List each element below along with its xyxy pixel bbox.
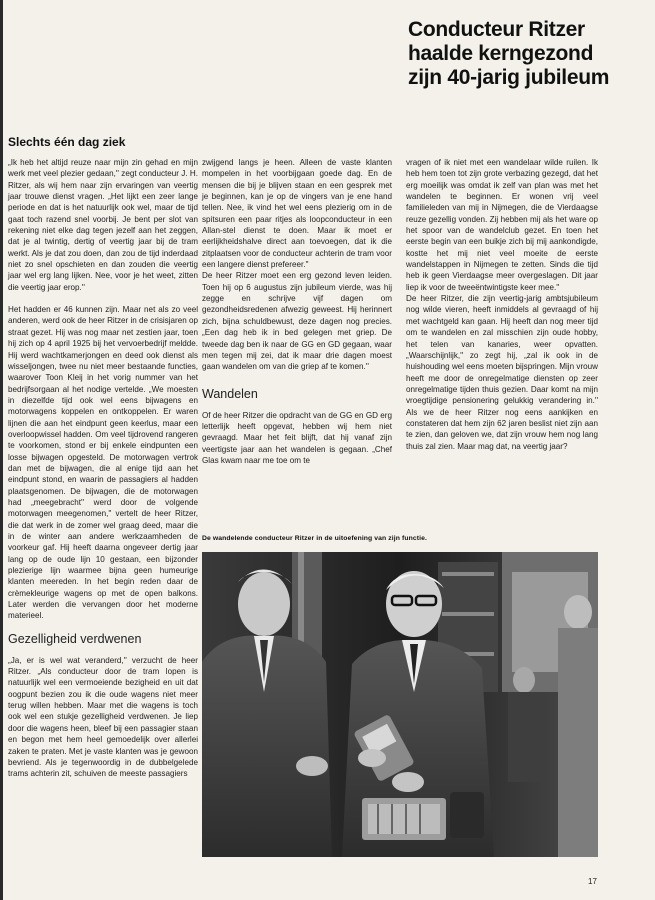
- paragraph: vragen of ik niet met een wandelaar wilde ruilen. Ik heb hem toen tot zijn grote verbazing gezegd, dat het erg moeilijk was omdat ik zelf van plan was met het wandelen te beginnen. Er wonen vrij veel familieleden van mij in Nijmegen, die de Vierdaagse reuze gezellig vonden. Zij hebben mij als het ware op het spoor van de wandelclub gezet. En toen het eerste begin van een buikje zich bij mij aankondigde, kostte het mij niet veel moeite de eerste wandelstappen in Nijmegen te zetten. Sinds die tijd heb ik geen Vierdaagse meer overgeslagen. Dit jaar liep ik voor de tweeëntwintigste keer mee.'': [406, 158, 598, 292]
- paragraph: De heer Ritzer moet een erg gezond leven leiden. Toen hij op 6 augustus zijn jubileum vierde, was hij zegge en schrijve vijf dagen om gezondheidsredenen afwezig geweest. Hij herinnert zich, bijna schuldbewust, deze dagen nog precies. „Een dag heb ik in bed gelegen met griep. De tweede dag ben ik naar de GG en GD gegaan, waar men tegen mij zei, dat ik maar drie dagen moest gaan wandelen om van die griep af te komen.'': [202, 271, 392, 372]
- paragraph: Het hadden er 46 kunnen zijn. Maar net als zo veel anderen, werd ook de heer Ritzer in de crisisjaren op straat gezet. Hij was nog maar net zestien jaar, toen hij zich op 4 april 1925 bij het vervoerbedrijf meldde. Hij werd wachtkamerjongen en deed ook dienst als wisseljongen, twee nu niet meer bestaande functies, waarover Toon Kleij in het vorig nummer van het bedrijfsorgaan al het nodige vertelde. „We moesten in diezelfde tijd ook wel eens bijwagens en motorwagens koppelen en ontkoppelen. Er waren lijnen die aan het eindpunt geen keerlus, maar een overloopwissel hadden. Om veel tijdrovend rangeren te voorkomen, stond er bij enkele eindpunten een losse bijwagen opgesteld. De motorwagen vertrok dan met de bijwagen, die al enige tijd aan het eindpunt stond, en waarin de passagiers al hadden plaatsgenomen. De bijwagen, die de motorwagen had „meegebracht'' werd door de volgende motorwagen meegenomen,'' vertelt de heer Ritzer, die dat werk in de zomer wel graag deed, maar die in de winter aan andere werkzaamheden de voorkeur gaf. Hij heeft daarna ongeveer dertig jaar lang op de oude lijn 10 gestaan, een bijzonder plezierige lijn waarmee bijna geen humeurige klanten meereden. In het begin reden daar de crèmekleurige wagens op met de open balkons. Later werden die vervangen door het moderne materieel.: [8, 305, 198, 621]
- article-headline: [408, 18, 648, 90]
- paragraph: „Ik heb het altijd reuze naar mijn zin gehad en mijn werk met veel plezier gedaan,'' zegt conducteur J. H. Ritzer, als wij hem naar zijn ervaringen van veertig jaar trouwe dienst vragen. „Het lijkt een zeer lange periode en dat is het natuurlijk ook wel, maar de tijd gaat toch razend snel voorbij. Je bent per slot van rekening niet elke dag tegen jezelf aan het zeggen, dat je al twintig, dertig of veertig jaar bij de tram werkt. Als je dat zou doen, dan zou de tijd inderdaad niet zo snel opschieten en dan zouden die veertig jaar wel erg lang lijken. Nee, voor je het weet, zitten die veertig jaar erop.'': [8, 158, 198, 292]
- paragraph: zwijgend langs je heen. Alleen de vaste klanten mompelen in het voorbijgaan goede dag. En de mensen die bij je blijven staan en een gesprek met je beginnen, kan je op de vingers van je ene hand tellen. Nee, ik vind het wel eens plezierig om in de spitsuren een paar ritjes als loopconducteur in een Allan-stel dienst te doen. Maar ik moet er eerlijkheidshalve direct aan toevoegen, dat ik die zitplaatsen voor de conducteur achterin de tram voor een langere dienst prefereer.'': [202, 158, 392, 270]
- headline-line-2: haalde kerngezond: [408, 42, 594, 65]
- paragraph: Of de heer Ritzer die opdracht van de GG en GD erg letterlijk heeft opgevat, hebben wij hem niet gevraagd. Maar het feit blijft, dat hij vanaf zijn veertigste jaar aan het wandelen is gegaan. „Chef Glas kwam naar me toe om te: [202, 410, 392, 465]
- section-heading-sick-day: Slechts één dag ziek: [8, 135, 126, 149]
- paragraph: „Ja, er is wel wat veranderd,'' verzucht de heer Ritzer. „Als conducteur door de tram lopen is natuurlijk wel een vermoeiende bezigheid en uit dat oogpunt bezien zou ik die oude wagens niet meer terug willen hebben. Maar met die wagens is toch ook wel een stukje gezelligheid verdwenen. Je liep door die wagens heen, bleef bij een passagier staan en begon met hem heel gemoedelijk over allerlei zaken te praten. Met je vaste klanten was je gewoon bevriend. Als je tegenwoordig in de dubbelgelede trams achterin zit, schuiven de meeste passagiers: [8, 655, 198, 779]
- page-number: 17: [588, 877, 597, 886]
- photo-caption: De wandelende conducteur Ritzer in de uitoefening van zijn functie.: [202, 535, 427, 542]
- section-heading-wandelen: Wandelen: [202, 386, 258, 401]
- text-column-1: [8, 135, 198, 780]
- page-binding-edge: [0, 0, 3, 900]
- text-column-2: [202, 157, 392, 466]
- headline-line-1: Conducteur Ritzer: [408, 18, 585, 41]
- text-column-3: [406, 157, 598, 452]
- headline-line-3: zijn 40-jarig jubileum: [408, 66, 610, 89]
- section-heading-gezelligheid: Gezelligheid verdwenen: [8, 631, 142, 646]
- photo-illustration: [202, 552, 598, 857]
- article-photo: [202, 552, 598, 857]
- paragraph: De heer Ritzer, die zijn veertig-jarig ambtsjubileum nog wilde vieren, heeft inmiddels al gevraagd of hij met wachtgeld kan gaan. Hij heeft dan nog meer tijd om te wandelen en zal misschien zijn oude hobby, het telen van kanaries, weer opvatten. „Waarschijnlijk,'' zo zegt hij, „zal ik ook in de huishouding wel eens moeten bijspringen. Mijn vrouw heeft me door de onregelmatige diensten op zeer onregelmatige tijden thuis gezien. Daar komt na mijn vroegtijdige pensionering gelukkig verandering in.'' Als we de heer Ritzer nog eens aankijken en constateren dat hem zijn 62 jaren beslist niet zijn aan te zien, dan geloven we, dat zijn vrouw hem nog lang thuis zal zien. Maar mag dat, na veertig jaar?: [406, 294, 598, 451]
